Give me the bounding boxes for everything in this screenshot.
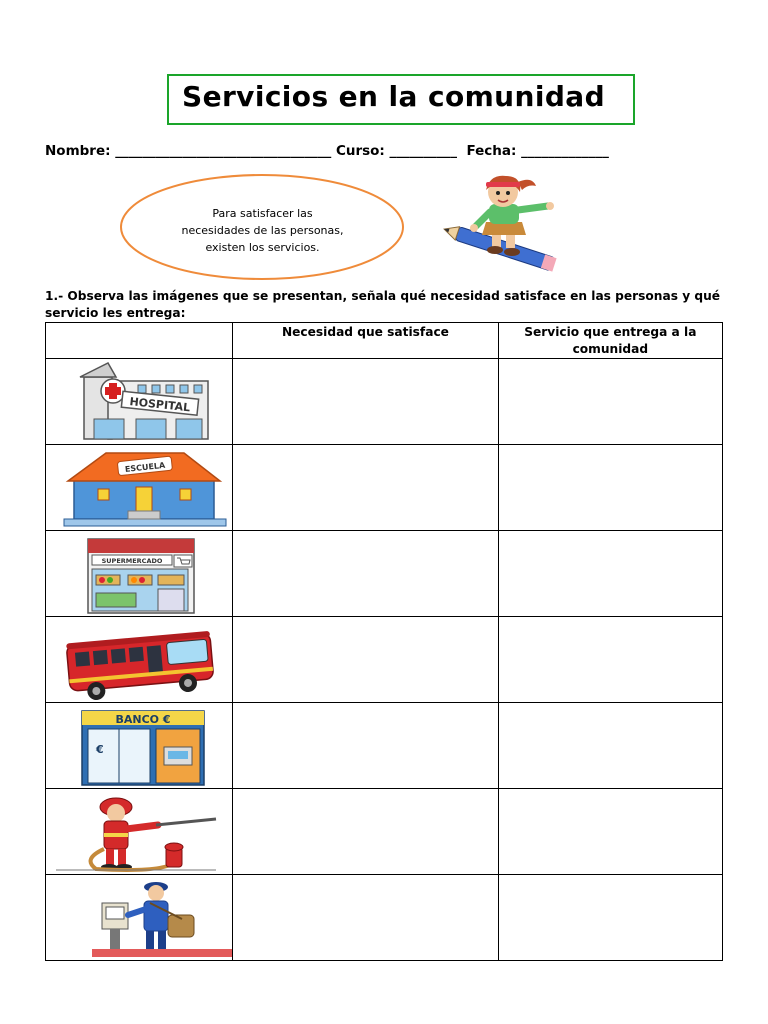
table-row	[46, 789, 723, 875]
table-row	[46, 703, 723, 789]
need-answer-cell[interactable]	[233, 531, 498, 617]
table-row	[46, 617, 723, 703]
hospital-icon	[46, 359, 233, 444]
image-cell	[46, 617, 233, 703]
service-answer-cell[interactable]	[498, 789, 722, 875]
bank-sign: BANCO €	[115, 713, 171, 726]
firefighter-icon	[46, 789, 233, 874]
school-icon	[46, 445, 233, 530]
bank-icon	[46, 703, 233, 788]
need-answer-cell[interactable]	[233, 359, 498, 445]
course-blank[interactable]: __________	[384, 143, 467, 159]
image-cell	[46, 445, 233, 531]
supermarket-icon	[46, 531, 233, 616]
table-row	[46, 445, 723, 531]
mail-carrier-icon	[46, 875, 233, 960]
image-cell	[46, 531, 233, 617]
service-answer-cell[interactable]	[498, 445, 722, 531]
intro-line: necesidades de las personas,	[181, 224, 344, 237]
intro-line: existen los servicios.	[205, 241, 320, 254]
image-cell	[46, 359, 233, 445]
image-cell	[46, 703, 233, 789]
activity-instruction: 1.- Observa las imágenes que se presentan, señala qué necesidad satisface en las personas y qué servicio les entrega:	[45, 289, 721, 320]
service-answer-cell[interactable]	[498, 617, 722, 703]
school-sign: ESCUELA	[124, 460, 166, 474]
service-answer-cell[interactable]	[498, 875, 722, 961]
student-info-line	[45, 143, 735, 159]
need-answer-cell[interactable]	[233, 617, 498, 703]
intro-line: Para satisfacer las	[212, 207, 313, 220]
need-answer-cell[interactable]	[233, 789, 498, 875]
hospital-sign: HOSPITAL	[128, 395, 191, 415]
euro-glyph: €	[96, 743, 104, 756]
column-header-image	[46, 323, 233, 359]
column-header-need: Necesidad que satisface	[233, 323, 498, 359]
name-label: Nombre:	[45, 143, 111, 159]
girl-on-pencil-icon	[440, 172, 570, 280]
image-cell	[46, 875, 233, 961]
service-answer-cell[interactable]	[498, 703, 722, 789]
table-header-row	[46, 323, 723, 359]
intro-text	[150, 205, 375, 256]
name-blank[interactable]: ________________________________	[110, 143, 336, 159]
need-answer-cell[interactable]	[233, 703, 498, 789]
page-title: Servicios en la comunidad	[182, 80, 606, 113]
supermarket-sign: SUPERMERCADO	[101, 557, 163, 565]
column-header-service: Servicio que entrega a la comunidad	[498, 323, 722, 359]
activity-table	[45, 322, 723, 961]
table-row	[46, 875, 723, 961]
course-label: Curso:	[335, 143, 385, 159]
bus-icon	[46, 617, 233, 702]
table-row	[46, 531, 723, 617]
need-answer-cell[interactable]	[233, 445, 498, 531]
service-answer-cell[interactable]	[498, 359, 722, 445]
date-label: Fecha:	[466, 143, 517, 159]
table-row	[46, 359, 723, 445]
image-cell	[46, 789, 233, 875]
need-answer-cell[interactable]	[233, 875, 498, 961]
service-answer-cell[interactable]	[498, 531, 722, 617]
date-blank[interactable]: _____________	[516, 143, 609, 159]
